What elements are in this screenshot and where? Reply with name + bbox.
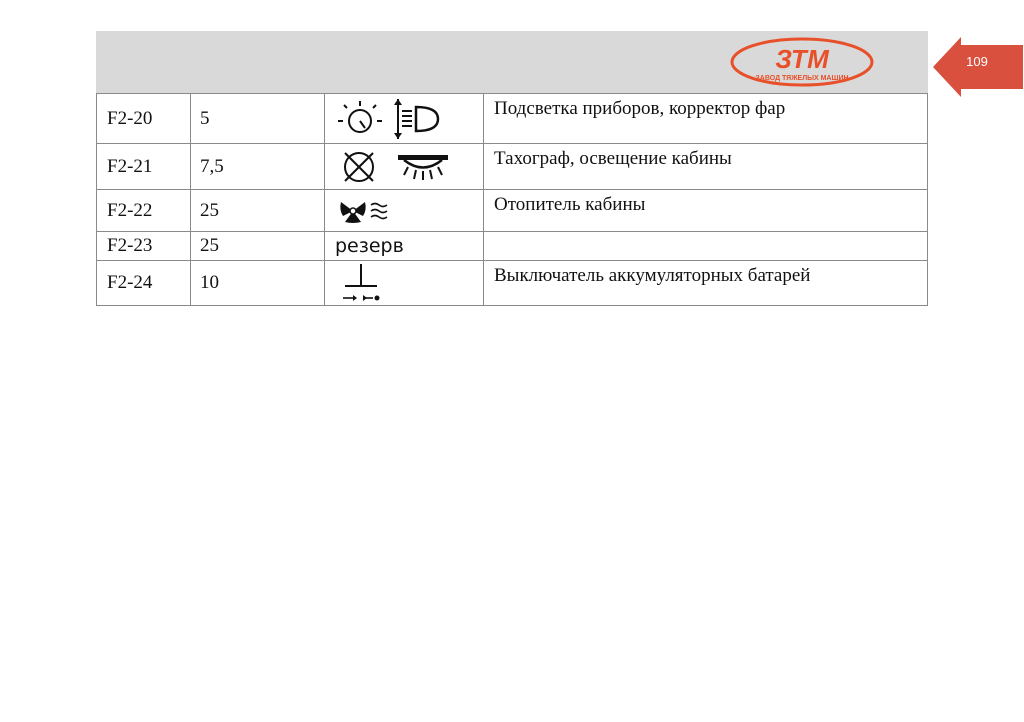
table-row	[97, 261, 928, 306]
table-row	[97, 144, 928, 190]
fuse-icons	[325, 94, 484, 144]
table-row	[97, 190, 928, 232]
fuse-id: F2-20	[97, 94, 191, 144]
instrument-backlight-icon	[335, 97, 385, 141]
heater-fan-icon	[335, 196, 395, 226]
tachograph-icon	[337, 147, 381, 187]
fuse-icons	[325, 261, 484, 306]
headlight-corrector-icon	[390, 97, 444, 141]
table-row	[97, 232, 928, 261]
logo-text: ЗТМ	[775, 44, 829, 74]
fuse-description: Выключатель аккумуляторных батарей	[484, 261, 928, 306]
fuse-id: F2-24	[97, 261, 191, 306]
fuse-id: F2-22	[97, 190, 191, 232]
fuse-description	[484, 232, 928, 261]
fuse-amperage: 7,5	[191, 144, 325, 190]
table-row	[97, 94, 928, 144]
cabin-light-icon	[394, 149, 452, 185]
logo-subtitle: ЗАВОД ТЯЖЕЛЫХ МАШИН	[755, 75, 849, 82]
fuse-amperage: 25	[191, 190, 325, 232]
fuse-icons	[325, 190, 484, 232]
ztm-logo	[728, 36, 876, 88]
page-number: 109	[966, 54, 988, 69]
fuse-icons	[325, 144, 484, 190]
fuse-amperage: 25	[191, 232, 325, 261]
fuse-amperage: 5	[191, 94, 325, 144]
fuse-description: Отопитель кабины	[484, 190, 928, 232]
battery-switch-icon	[339, 262, 389, 304]
fuse-table	[96, 93, 928, 306]
fuse-id: F2-23	[97, 232, 191, 261]
fuse-description: Подсветка приборов, корректор фар	[484, 94, 928, 144]
fuse-description: Тахограф, освещение кабины	[484, 144, 928, 190]
fuse-amperage: 10	[191, 261, 325, 306]
reserve-label: резерв	[325, 232, 484, 261]
fuse-id: F2-21	[97, 144, 191, 190]
